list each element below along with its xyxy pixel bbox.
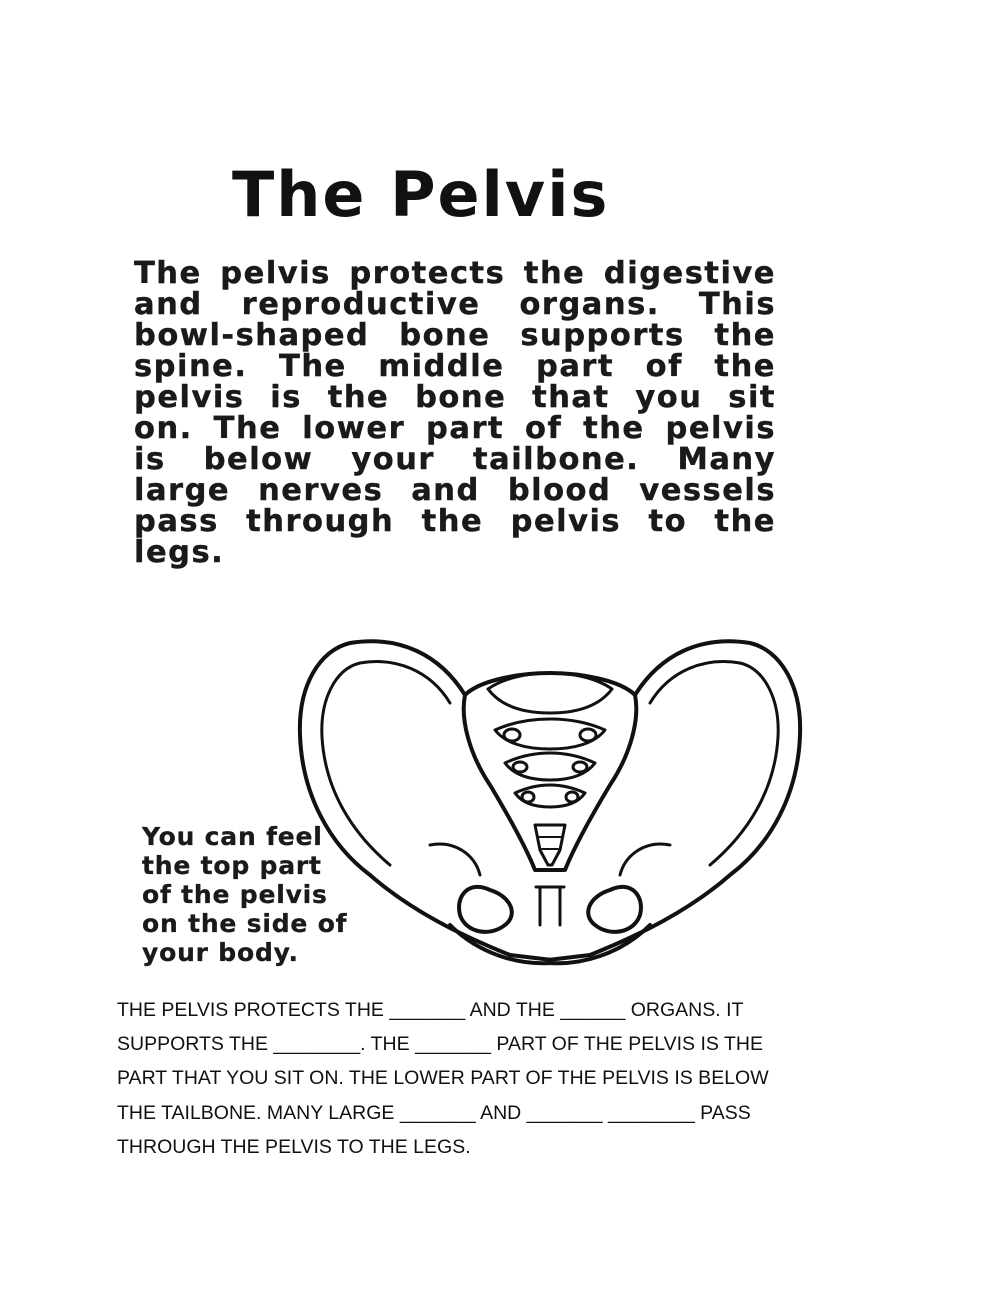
right-obturator <box>588 887 641 932</box>
caption-line: You can feel <box>142 822 323 851</box>
intro-paragraph: The pelvis protects the digestive and reproductive organs. This bowl-shaped bone supports the spine. The middle part of the pelvis is the bone that you sit on. The lower part of the pelvis is below your tailbone. Many large nerves and blood vessels pass through the pelvis to the legs. <box>134 256 776 570</box>
exercise-line: THE TAILBONE. MANY LARGE _______ AND _______ ________ PASS <box>117 1101 751 1124</box>
illustration-caption <box>142 822 392 967</box>
fill-in-blank-exercise <box>117 993 852 1164</box>
sacrum <box>464 673 637 870</box>
pubic-symphysis <box>536 887 564 925</box>
exercise-line: SUPPORTS THE ________. THE _______ PART OF THE PELVIS IS THE <box>117 1033 763 1056</box>
exercise-line: THE PELVIS PROTECTS THE _______ AND THE ______ ORGANS. IT <box>117 999 744 1021</box>
caption-line: the top part <box>142 851 322 880</box>
caption-line: your body. <box>142 938 299 967</box>
caption-line: on the side of <box>142 909 348 938</box>
worksheet-title: The Pelvis <box>232 158 610 231</box>
caption-line: of the pelvis <box>142 880 328 909</box>
exercise-line: THROUGH THE PELVIS TO THE LEGS. <box>117 1135 471 1158</box>
exercise-line: PART THAT YOU SIT ON. THE LOWER PART OF THE PELVIS IS BELOW <box>117 1067 769 1090</box>
left-obturator <box>459 887 512 932</box>
coccyx <box>535 825 565 865</box>
